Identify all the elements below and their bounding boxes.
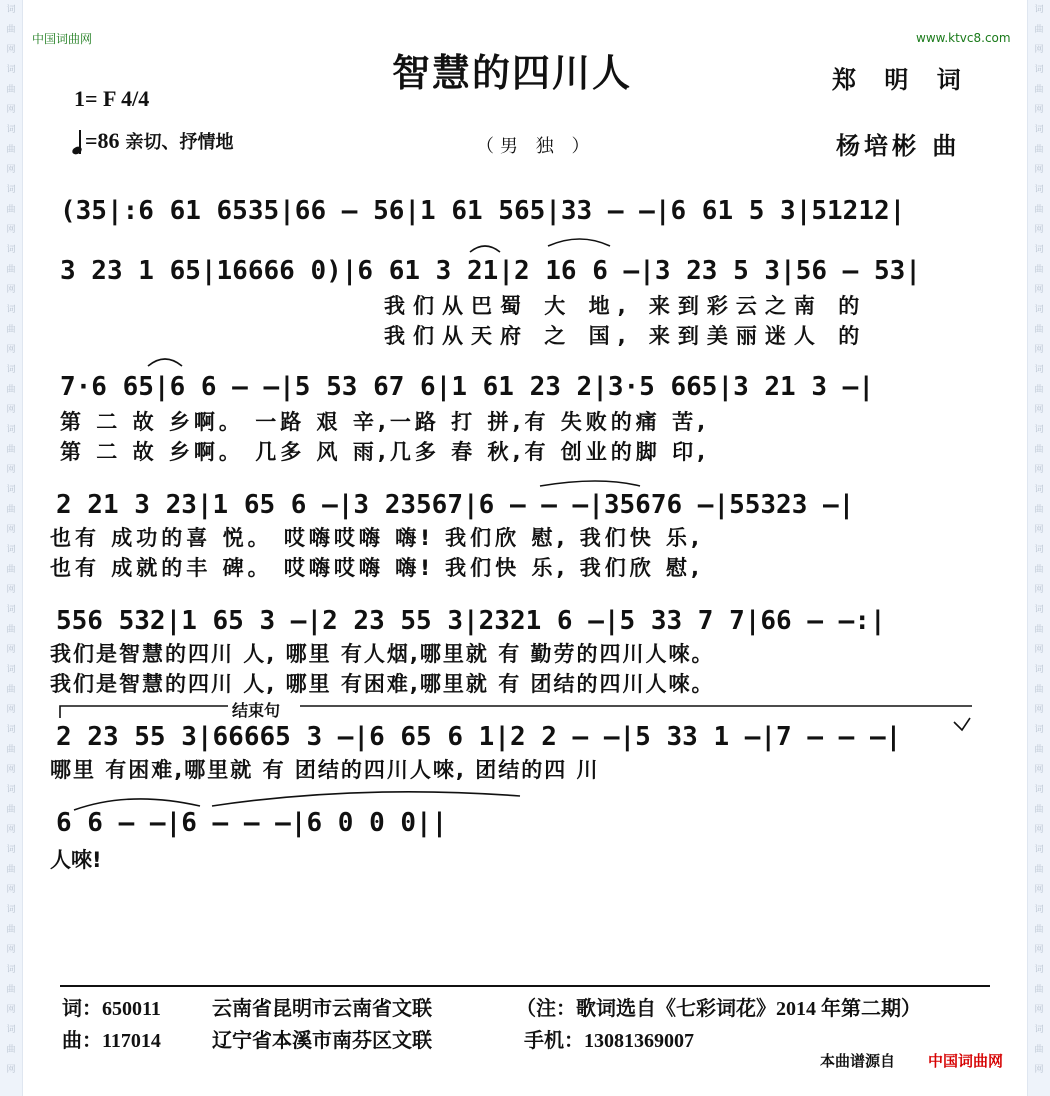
watermark-glyph: 曲 <box>1034 985 1044 995</box>
tempo-marking <box>72 128 234 164</box>
quarter-note-icon <box>71 145 83 156</box>
watermark-glyph: 曲 <box>1034 385 1044 395</box>
watermark-glyph: 曲 <box>1034 1045 1044 1055</box>
watermark-glyph: 词 <box>1034 665 1044 675</box>
lyric-line-5-verse-1: 我们是智慧的四川 人, 哪里 有人烟,哪里就 有 勤劳的四川人唻。 <box>50 642 715 666</box>
ending-label: 结束句 <box>228 698 284 721</box>
watermark-glyph: 网 <box>6 1065 16 1075</box>
key-meter: 1= F 4/4 <box>74 86 150 111</box>
watermark-glyph: 词 <box>6 1025 16 1035</box>
watermark-glyph: 曲 <box>1034 925 1044 935</box>
watermark-glyph: 词 <box>6 905 16 915</box>
watermark-glyph: 词 <box>6 545 16 555</box>
site-brand-left[interactable]: 中国词曲网 <box>32 32 93 46</box>
watermark-glyph: 网 <box>6 405 16 415</box>
lyric-line-5-verse-2: 我们是智慧的四川 人, 哪里 有困难,哪里就 有 团结的四川人唻。 <box>50 672 715 696</box>
lyrics-source-note: （注：歌词选自《七彩词花》2014 年第二期） <box>516 998 921 1020</box>
watermark-glyph: 词 <box>1034 125 1044 135</box>
ending-bracket <box>60 706 228 718</box>
watermark-glyph: 曲 <box>6 625 16 635</box>
voice-type: （男 独 ） <box>476 136 596 157</box>
expression-mark: 亲切、抒情地 <box>125 132 234 153</box>
lyric-line-2-verse-1: 我们从巴蜀 大 地, 来到彩云之南 的 <box>384 294 868 318</box>
watermark-glyph: 网 <box>6 825 16 835</box>
score-line-7: 6 6 — —|6 — — —|6 0 0 0|| <box>56 808 448 838</box>
watermark-glyph: 网 <box>1034 465 1044 475</box>
watermark-glyph: 词 <box>1034 185 1044 195</box>
lyricist-credit: 郑 明 词 <box>832 66 971 94</box>
watermark-glyph: 网 <box>1034 1005 1044 1015</box>
lyric-line-3-verse-1: 第 二 故 乡啊。 一路 艰 辛,一路 打 拼,有 失败的痛 苦, <box>60 410 710 434</box>
watermark-glyph: 词 <box>6 185 16 195</box>
song-title: 智慧的四川人 <box>392 51 633 95</box>
watermark-glyph: 曲 <box>6 505 16 515</box>
watermark-glyph: 词 <box>6 125 16 135</box>
watermark-glyph: 词 <box>1034 305 1044 315</box>
watermark-glyph: 曲 <box>6 685 16 695</box>
tempo-value: =86 <box>85 128 120 153</box>
watermark-glyph: 网 <box>1034 1065 1044 1075</box>
watermark-glyph: 曲 <box>1034 565 1044 575</box>
watermark-glyph: 网 <box>6 705 16 715</box>
watermark-glyph: 网 <box>1034 45 1044 55</box>
lyricist-address: 云南省昆明市云南省文联 <box>212 998 432 1020</box>
watermark-glyph: 曲 <box>6 85 16 95</box>
lyric-line-2-verse-2: 我们从天府 之 国, 来到美丽迷人 的 <box>384 324 868 348</box>
watermark-glyph: 曲 <box>6 325 16 335</box>
watermark-glyph: 曲 <box>6 265 16 275</box>
lyricist-postcode: 词：650011 <box>62 998 161 1020</box>
watermark-glyph: 词 <box>6 305 16 315</box>
watermark-glyph: 词 <box>1034 845 1044 855</box>
left-watermark-strip <box>0 0 23 1096</box>
score-source-brand-link[interactable]: 中国词曲网 <box>928 1052 1004 1070</box>
watermark-glyph: 曲 <box>6 925 16 935</box>
watermark-glyph: 网 <box>1034 825 1044 835</box>
watermark-glyph: 词 <box>6 725 16 735</box>
watermark-glyph: 曲 <box>1034 325 1044 335</box>
watermark-glyph: 曲 <box>1034 445 1044 455</box>
watermark-glyph: 词 <box>1034 905 1044 915</box>
watermark-glyph: 网 <box>1034 105 1044 115</box>
watermark-glyph: 网 <box>6 885 16 895</box>
watermark-glyph: 词 <box>6 425 16 435</box>
watermark-glyph: 曲 <box>1034 805 1044 815</box>
slur-mark <box>548 239 610 246</box>
watermark-glyph: 词 <box>1034 5 1044 15</box>
watermark-glyph: 词 <box>6 65 16 75</box>
score-line-5: 556 532|1 65 3 —|2 23 55 3|2321 6 —|5 33 7 7|66 — —:| <box>56 606 886 636</box>
watermark-glyph: 词 <box>6 365 16 375</box>
score-line-4: 2 21 3 23|1 65 6 —|3 23567|6 — — —|35676 —|55323 —| <box>56 490 855 520</box>
watermark-glyph: 词 <box>1034 725 1044 735</box>
slur-mark <box>148 359 182 366</box>
lyric-line-3-verse-2: 第 二 故 乡啊。 几多 风 雨,几多 春 秋,有 创业的脚 印, <box>60 440 710 464</box>
composer-address: 辽宁省本溪市南芬区文联 <box>212 1030 432 1052</box>
watermark-glyph: 网 <box>1034 585 1044 595</box>
watermark-glyph: 网 <box>1034 345 1044 355</box>
watermark-glyph: 曲 <box>1034 685 1044 695</box>
watermark-glyph: 曲 <box>6 865 16 875</box>
watermark-glyph: 曲 <box>6 745 16 755</box>
watermark-glyph: 词 <box>6 665 16 675</box>
watermark-glyph: 网 <box>6 945 16 955</box>
watermark-glyph: 曲 <box>6 25 16 35</box>
watermark-glyph: 网 <box>6 225 16 235</box>
breath-mark <box>954 718 970 730</box>
watermark-glyph: 词 <box>1034 545 1044 555</box>
watermark-glyph: 词 <box>6 845 16 855</box>
watermark-glyph: 网 <box>1034 765 1044 775</box>
watermark-glyph: 网 <box>1034 285 1044 295</box>
watermark-glyph: 曲 <box>6 985 16 995</box>
tie-mark <box>212 792 520 806</box>
watermark-glyph: 词 <box>1034 965 1044 975</box>
watermark-glyph: 词 <box>1034 365 1044 375</box>
watermark-glyph: 词 <box>1034 425 1044 435</box>
watermark-glyph: 词 <box>6 485 16 495</box>
watermark-glyph: 词 <box>1034 65 1044 75</box>
composer-postcode: 曲：117014 <box>62 1030 161 1052</box>
watermark-glyph: 网 <box>6 45 16 55</box>
watermark-glyph: 网 <box>1034 705 1044 715</box>
watermark-glyph: 词 <box>1034 485 1044 495</box>
watermark-glyph: 词 <box>1034 785 1044 795</box>
score-line-3: 7·6 65|6 6 — —|5 53 67 6|1 61 23 2|3·5 665|3 21 3 —| <box>60 372 874 402</box>
watermark-glyph: 网 <box>1034 225 1044 235</box>
score-line-6: 2 23 55 3|66665 3 —|6 65 6 1|2 2 — —|5 33 1 —|7 — — —| <box>56 722 902 752</box>
watermark-glyph: 词 <box>6 245 16 255</box>
watermark-glyph: 词 <box>1034 245 1044 255</box>
watermark-glyph: 曲 <box>6 385 16 395</box>
watermark-glyph: 网 <box>6 165 16 175</box>
watermark-glyph: 曲 <box>1034 265 1044 275</box>
watermark-glyph: 网 <box>6 525 16 535</box>
lyric-line-4-verse-1: 也有 成功的喜 悦。 哎嗨哎嗨 嗨! 我们欣 慰, 我们快 乐, <box>50 526 704 550</box>
watermark-glyph: 网 <box>6 345 16 355</box>
watermark-glyph: 曲 <box>1034 865 1044 875</box>
right-watermark-strip <box>1027 0 1050 1096</box>
watermark-glyph: 曲 <box>6 145 16 155</box>
watermark-glyph: 曲 <box>6 205 16 215</box>
score-source-label: 本曲谱源自 <box>820 1052 896 1070</box>
watermark-glyph: 网 <box>6 585 16 595</box>
lyric-line-4-verse-2: 也有 成就的丰 碑。 哎嗨哎嗨 嗨! 我们快 乐, 我们欣 慰, <box>50 556 704 580</box>
watermark-glyph: 曲 <box>6 565 16 575</box>
lyric-line-6: 哪里 有困难,哪里就 有 团结的四川人唻, 团结的四 川 <box>50 758 600 782</box>
watermark-glyph: 曲 <box>1034 85 1044 95</box>
watermark-glyph: 曲 <box>1034 145 1044 155</box>
site-url-right[interactable]: www.ktvc8.com <box>916 31 1011 45</box>
watermark-glyph: 曲 <box>1034 25 1044 35</box>
watermark-glyph: 曲 <box>1034 625 1044 635</box>
watermark-glyph: 网 <box>6 645 16 655</box>
watermark-glyph: 网 <box>6 105 16 115</box>
crescendo-mark <box>540 481 640 486</box>
watermark-glyph: 词 <box>6 605 16 615</box>
watermark-glyph: 词 <box>1034 605 1044 615</box>
watermark-glyph: 网 <box>6 285 16 295</box>
watermark-glyph: 网 <box>1034 165 1044 175</box>
watermark-glyph: 词 <box>1034 1025 1044 1035</box>
watermark-glyph: 曲 <box>1034 745 1044 755</box>
watermark-glyph: 词 <box>6 965 16 975</box>
composer-credit: 杨培彬 曲 <box>836 132 961 160</box>
watermark-glyph: 曲 <box>6 805 16 815</box>
watermark-glyph: 曲 <box>1034 205 1044 215</box>
watermark-glyph: 曲 <box>6 445 16 455</box>
slur-mark <box>470 246 500 252</box>
watermark-glyph: 曲 <box>6 1045 16 1055</box>
score-line-2: 3 23 1 65|16666 0)|6 61 3 21|2 16 6 —|3 23 5 3|56 — 53| <box>60 256 921 286</box>
watermark-glyph: 网 <box>6 1005 16 1015</box>
watermark-glyph: 词 <box>6 5 16 15</box>
watermark-glyph: 词 <box>6 785 16 795</box>
watermark-glyph: 网 <box>6 765 16 775</box>
composer-phone: 手机：13081369007 <box>524 1030 694 1052</box>
watermark-glyph: 网 <box>1034 885 1044 895</box>
watermark-glyph: 网 <box>1034 645 1044 655</box>
watermark-glyph: 曲 <box>1034 505 1044 515</box>
lyric-line-7: 人唻! <box>50 848 102 872</box>
watermark-glyph: 网 <box>1034 405 1044 415</box>
score-line-1: (35|:6 61 6535|66 — 56|1 61 565|33 — —|6 61 5 3|51212| <box>60 196 906 226</box>
watermark-glyph: 网 <box>1034 525 1044 535</box>
watermark-glyph: 网 <box>6 465 16 475</box>
watermark-glyph: 网 <box>1034 945 1044 955</box>
